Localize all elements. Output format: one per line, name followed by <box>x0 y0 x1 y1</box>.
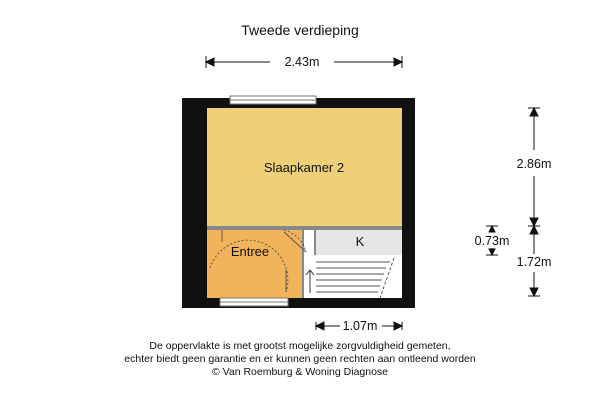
copyright-line: © Van Roemburg & Woning Diagnose <box>211 366 389 378</box>
top-width-label: 2.43m <box>284 55 320 69</box>
closet-label: K <box>355 234 365 249</box>
disclaimer-line-1: De oppervlakte is met grootst mogelijke zorgvuldigheid gemeten, <box>149 340 451 352</box>
disclaimer <box>0 340 600 379</box>
interior-wall <box>207 226 402 230</box>
right-upper-label: 2.86m <box>516 157 552 171</box>
bottom-width-label: 1.07m <box>342 319 378 333</box>
right-lower-label: 1.72m <box>516 255 552 269</box>
closet-wall <box>314 230 316 255</box>
floor-title: Tweede verdieping <box>241 22 359 38</box>
bedroom-label: Slaapkamer 2 <box>263 160 345 175</box>
right-middle-label: 0.73m <box>474 234 510 248</box>
entrance-label: Entree <box>230 244 270 259</box>
partition-wall <box>302 230 304 298</box>
disclaimer-line-2: echter biedt geen garantie en er kunnen geen rechten aan ontleend worden <box>124 353 476 365</box>
